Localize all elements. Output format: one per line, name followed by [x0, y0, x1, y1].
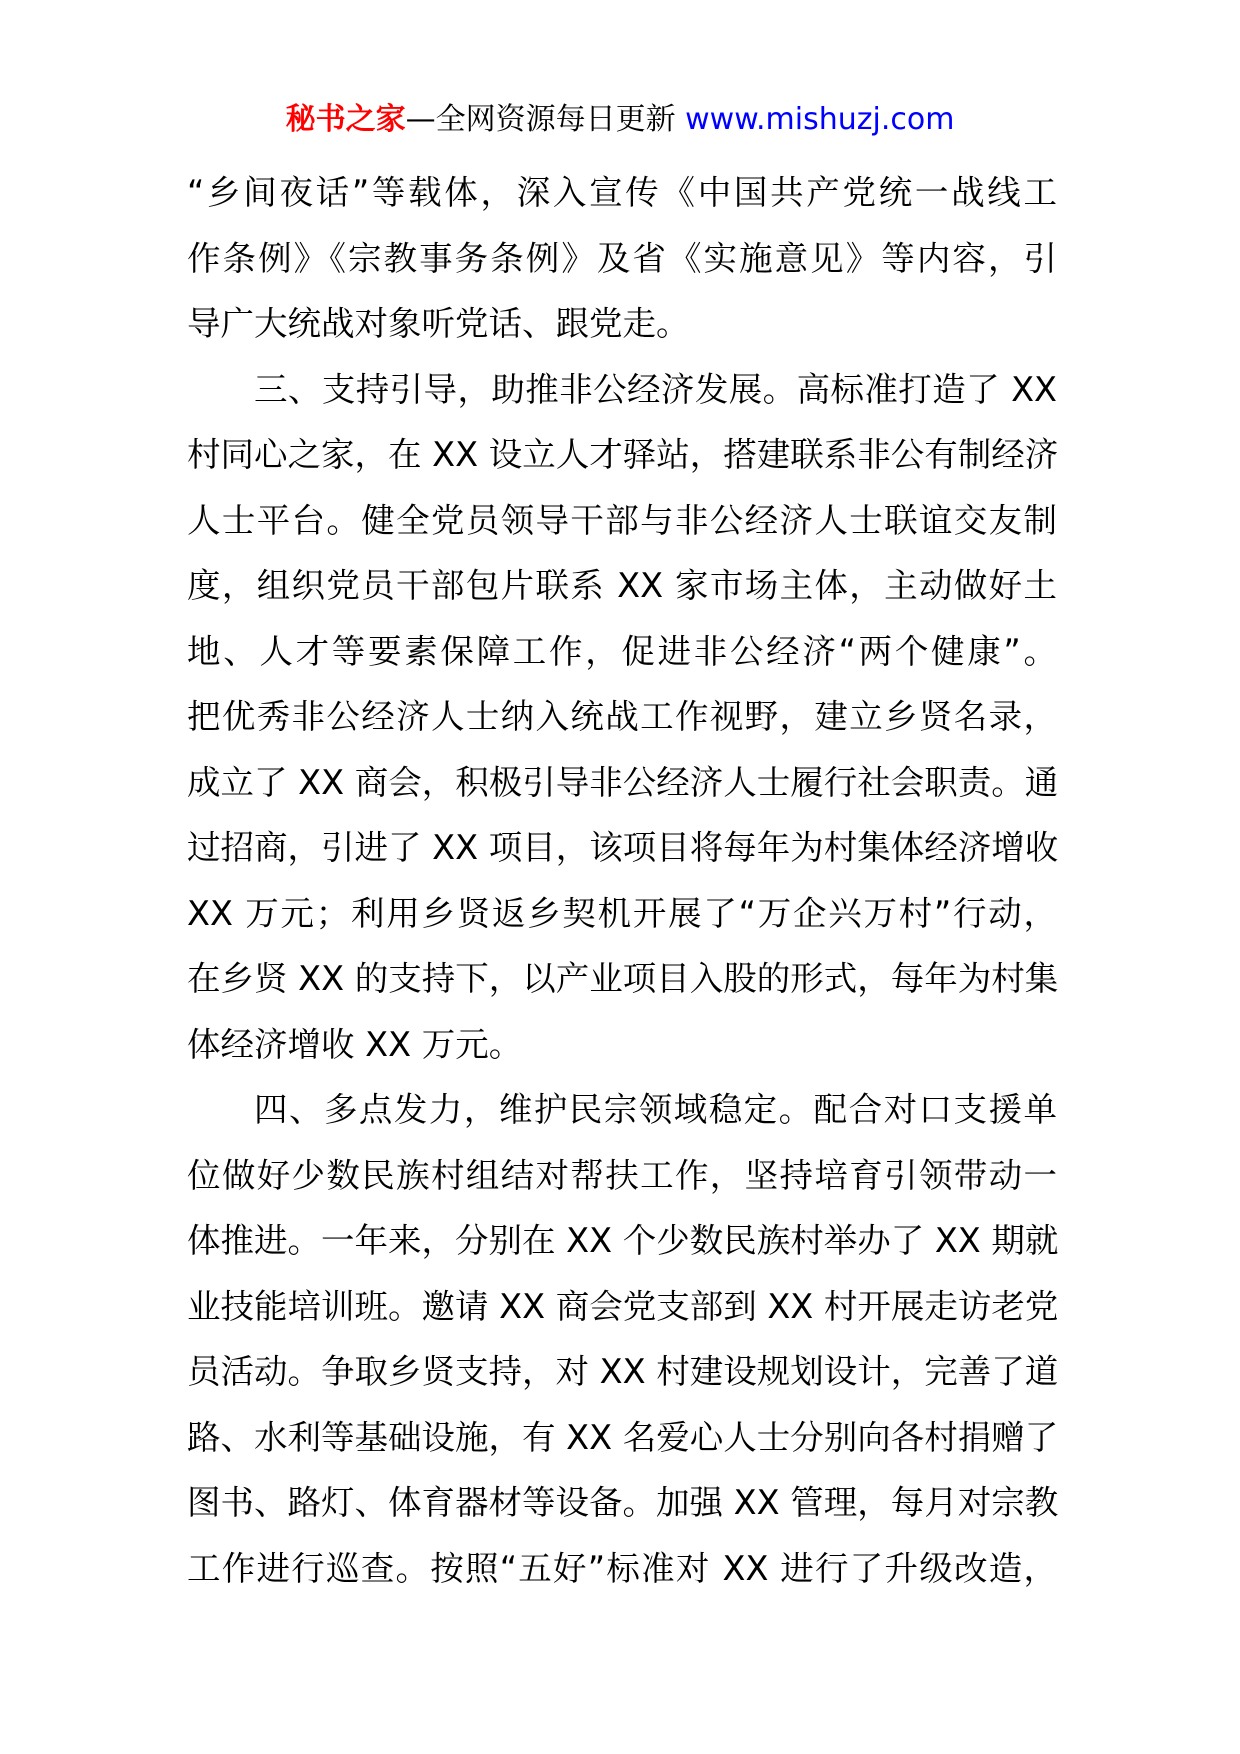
text-line: 工作进行巡查。按照“五好”标准对 XX 进行了升级改造， [187, 1548, 1057, 1588]
text-line: 人士平台。健全党员领导干部与非公经济人士联谊交友制 [187, 500, 1057, 540]
text-line: 位做好少数民族村组结对帮扶工作，坚持培育引领带动一 [187, 1155, 1057, 1195]
text-line: 度，组织党员干部包片联系 XX 家市场主体，主动做好土 [187, 566, 1057, 605]
text-line: 村同心之家，在 XX 设立人才驿站，搭建联系非公有制经济 [187, 435, 1059, 474]
text-line: 过招商，引进了 XX 项目，该项目将每年为村集体经济增收 [187, 828, 1059, 867]
text-line: 四、多点发力，维护民宗领域稳定。配合对口支援单 [254, 1090, 1057, 1129]
text-line: 地、人才等要素保障工作，促进非公经济“两个健康”。 [187, 631, 1057, 671]
text-line: “乡间夜话”等载体，深入宣传《中国共产党统一战线工 [187, 173, 1057, 212]
brand-name: 秘书之家 [285, 102, 406, 137]
website-link[interactable]: www.mishuzj.com [685, 102, 955, 137]
text-line: XX 万元；利用乡贤返乡契机开展了“万企兴万村”行动， [187, 893, 1057, 933]
header-tagline: —全网资源每日更新 [405, 102, 676, 137]
text-line: 体经济增收 XX 万元。 [187, 1024, 523, 1064]
text-line: 三、支持引导，助推非公经济发展。高标准打造了 XX [254, 369, 1057, 409]
document-body [187, 160, 1057, 1601]
text-line: 路、水利等基础设施，有 XX 名爱心人士分别向各村捐赠了 [187, 1417, 1059, 1457]
text-line: 员活动。争取乡贤支持，对 XX 村建设规划设计，完善了道 [187, 1352, 1059, 1391]
page-header [0, 100, 1240, 140]
text-line: 体推进。一年来，分别在 XX 个少数民族村举办了 XX 期就 [187, 1221, 1059, 1260]
text-line: 导广大统战对象听党话、跟党走。 [187, 304, 690, 343]
text-line: 图书、路灯、体育器材等设备。加强 XX 管理，每月对宗教 [187, 1483, 1059, 1522]
text-line: 成立了 XX 商会，积极引导非公经济人士履行社会职责。通 [187, 762, 1059, 802]
text-line: 在乡贤 XX 的支持下，以产业项目入股的形式，每年为村集 [187, 959, 1059, 998]
text-line: 业技能培训班。邀请 XX 商会党支部到 XX 村开展走访老党 [187, 1286, 1059, 1326]
text-line: 作条例》《宗教事务条例》及省《实施意见》等内容，引 [187, 238, 1057, 278]
text-line: 把优秀非公经济人士纳入统战工作视野，建立乡贤名录， [187, 697, 1057, 736]
